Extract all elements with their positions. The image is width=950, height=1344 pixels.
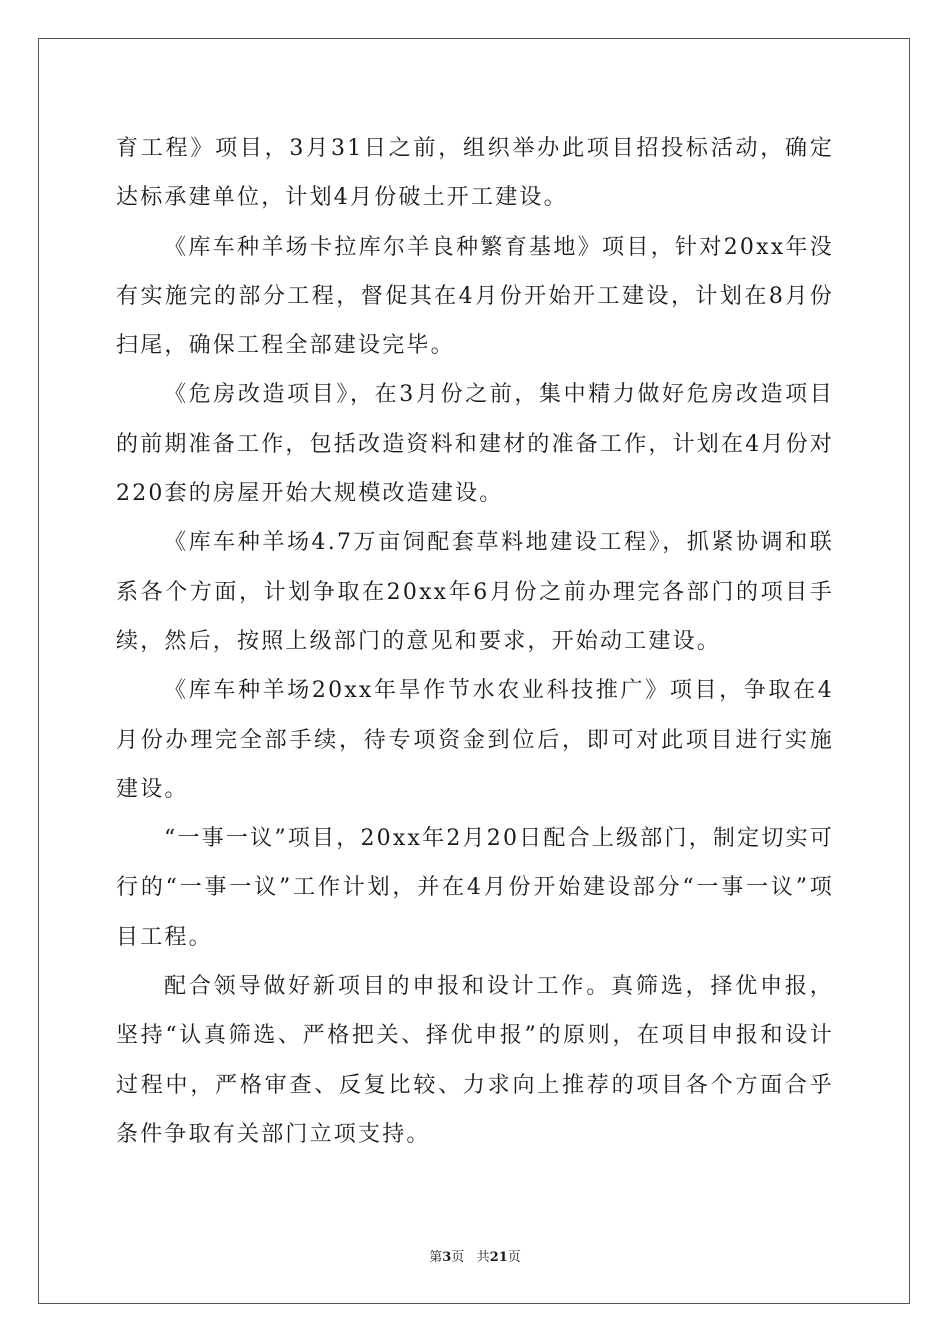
paragraph-2: 《库车种羊场卡拉库尔羊良种繁育基地》项目，针对20xx年没有实施完的部分工程，督促其在4月份开始开工建设，计划在8月份扫尾，确保工程全部建设完毕。 <box>116 234 834 359</box>
document-body <box>116 124 834 1159</box>
page-footer <box>0 1246 950 1265</box>
page-prefix: 第 <box>429 1250 443 1265</box>
paragraph-5: 《库车种羊场20xx年旱作节水农业科技推广》项目，争取在4月份办理完全部手续，待专项资金到位后，即可对此项目进行实施建设。 <box>116 678 834 802</box>
page-number: 3 <box>442 1250 452 1265</box>
paragraph-3: 《危房改造项目》，在3月份之前，集中精力做好危房改造项目的前期准备工作，包括改造资料和建材的准备工作，计划在4月份对220套的房屋开始大规模改造建设。 <box>116 382 834 507</box>
page-total: 21 <box>489 1250 508 1265</box>
paragraph-4: 《库车种羊场4.7万亩饲配套草料地建设工程》，抓紧协调和联系各个方面，计划争取在20xx年6月份之前办理完各部门的项目手续，然后，按照上级部门的意见和要求，开始动工建设。 <box>116 530 834 654</box>
page-suffix: 页 <box>451 1250 465 1265</box>
paragraph-1: 育工程》项目，3月31日之前，组织举办此项目招投标活动，确定达标承建单位，计划4月份破土开工建设。 <box>116 136 834 211</box>
total-prefix: 共 <box>476 1250 490 1265</box>
paragraph-6: “一事一议”项目，20xx年2月20日配合上级部门，制定切实可行的“一事一议”工作计划，并在4月份开始建设部分“一事一议”项目工程。 <box>116 826 834 950</box>
total-suffix: 页 <box>507 1250 521 1265</box>
paragraph-7: 配合领导做好新项目的申报和设计工作。真筛选，择优申报，坚持“认真筛选、严格把关、择优申报”的原则，在项目申报和设计过程中，严格审查、反复比较、力求向上推荐的项目各个方面合乎条件争取有关部门立项支持。 <box>116 974 834 1147</box>
